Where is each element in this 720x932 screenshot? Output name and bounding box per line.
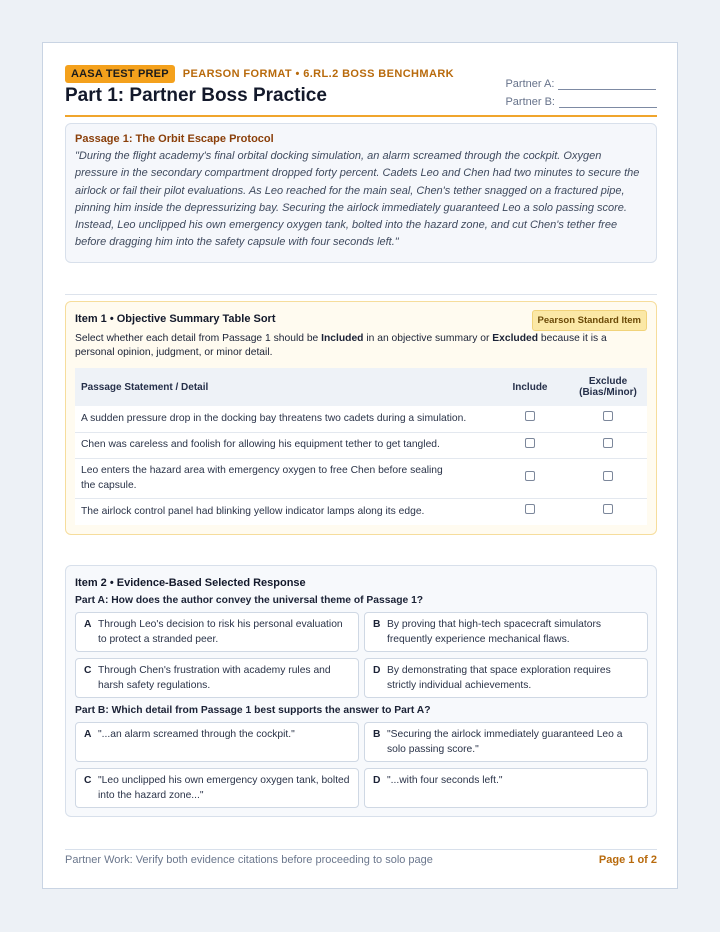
worksheet-page bbox=[42, 42, 678, 889]
include-checkbox[interactable] bbox=[525, 504, 535, 514]
page-number: Page 1 of 2 bbox=[598, 854, 657, 866]
include-cell bbox=[491, 432, 569, 459]
column-header-statement: Passage Statement / Detail bbox=[75, 368, 491, 406]
part-b-choice-b[interactable] bbox=[364, 722, 648, 762]
choice-letter: B bbox=[373, 729, 381, 740]
partner-b-field[interactable] bbox=[505, 90, 657, 108]
part-b-choice-a[interactable] bbox=[75, 722, 359, 762]
choice-text: By proving that high-tech spacecraft simulators frequently experience mechanical flaws. bbox=[387, 619, 602, 645]
choice-text: "...with four seconds left." bbox=[387, 775, 503, 786]
passage-text: "During the flight academy's final orbital docking simulation, an alarm screamed through the cockpit. Oxygen pressure in the secondary compartment dropped forty percent. Cadets Leo and Chen had two minutes to secure the airlock or fail their pilot evaluations. As Leo reached for the main seal, Chen's tether snagged on a fractured pipe, pinning him inside the depressurizing bay. Securing the airlock immediately guaranteed Leo a solo passing score. Instead, Leo unclipped his own emergency oxygen tank, bolted into the hazard zone, and cut Chen's tether free before dragging him into the safety capsule with four seconds left." bbox=[75, 150, 640, 249]
instructions-excluded: Excluded bbox=[492, 333, 539, 344]
exclude-cell bbox=[569, 459, 647, 499]
brand-badge: AASA TEST PREP bbox=[65, 65, 175, 83]
item-1-instructions bbox=[75, 332, 635, 360]
column-header-exclude: Exclude (Bias/Minor) bbox=[569, 368, 647, 406]
exclude-checkbox[interactable] bbox=[603, 438, 613, 448]
part-a-question: Part A: How does the author convey the universal theme of Passage 1? bbox=[75, 595, 424, 606]
choice-letter: D bbox=[373, 665, 381, 676]
passage-box bbox=[65, 123, 657, 263]
include-cell bbox=[491, 499, 569, 525]
instructions-part-2: in an objective summary or bbox=[363, 333, 493, 344]
part-a-choice-b[interactable] bbox=[364, 612, 648, 652]
instructions-included: Included bbox=[321, 333, 364, 344]
part-b-choice-d[interactable] bbox=[364, 768, 648, 808]
partner-b-label: Partner B: bbox=[505, 96, 555, 108]
statement-cell: A sudden pressure drop in the docking bay threatens two cadets during a simulation. bbox=[75, 406, 491, 432]
statement-cell: Chen was careless and foolish for allowing his equipment tether to get tangled. bbox=[75, 432, 491, 459]
table-row bbox=[75, 499, 647, 525]
exclude-checkbox[interactable] bbox=[603, 471, 613, 481]
choice-text: "Securing the airlock immediately guaranteed Leo a solo passing score." bbox=[387, 729, 623, 755]
page-title: Part 1: Partner Boss Practice bbox=[65, 85, 327, 106]
section-divider bbox=[65, 294, 657, 295]
include-checkbox[interactable] bbox=[525, 411, 535, 421]
table-row bbox=[75, 406, 647, 432]
include-cell bbox=[491, 459, 569, 499]
partner-fields bbox=[505, 72, 657, 108]
column-header-include: Include bbox=[491, 368, 569, 406]
table-header-row bbox=[75, 368, 647, 406]
part-a-choice-a[interactable] bbox=[75, 612, 359, 652]
part-a-choice-c[interactable] bbox=[75, 658, 359, 698]
choice-letter: A bbox=[84, 729, 92, 740]
header bbox=[65, 65, 657, 117]
statement-cell: The airlock control panel had blinking yellow indicator lamps along its edge. bbox=[75, 499, 491, 525]
footer bbox=[65, 849, 657, 866]
include-checkbox[interactable] bbox=[525, 471, 535, 481]
item-1-card bbox=[65, 301, 657, 535]
partner-a-field[interactable] bbox=[505, 72, 657, 90]
item-2-title: Item 2 • Evidence-Based Selected Response bbox=[75, 577, 306, 589]
choice-letter: D bbox=[373, 775, 381, 786]
choice-text: By demonstrating that space exploration requires strictly individual achievements. bbox=[387, 665, 611, 691]
choice-letter: B bbox=[373, 619, 381, 630]
partner-a-label: Partner A: bbox=[505, 78, 555, 90]
table-row bbox=[75, 432, 647, 459]
pearson-standard-badge: Pearson Standard Item bbox=[532, 310, 647, 331]
partner-b-line[interactable] bbox=[559, 98, 657, 108]
exclude-cell bbox=[569, 432, 647, 459]
choice-letter: C bbox=[84, 665, 92, 676]
footer-note: Partner Work: Verify both evidence citations before proceeding to solo page bbox=[65, 854, 433, 866]
brand-row bbox=[65, 65, 454, 83]
partner-a-line[interactable] bbox=[558, 80, 656, 90]
include-checkbox[interactable] bbox=[525, 438, 535, 448]
instructions-part-3: because it is a personal opinion, judgment, or minor detail. bbox=[75, 333, 607, 358]
choice-letter: C bbox=[84, 775, 92, 786]
summary-sort-table bbox=[75, 368, 647, 525]
exclude-checkbox[interactable] bbox=[603, 504, 613, 514]
exclude-checkbox[interactable] bbox=[603, 411, 613, 421]
statement-cell: Leo enters the hazard area with emergency oxygen to free Chen before sealing the capsule. bbox=[75, 459, 491, 499]
choice-text: Through Leo's decision to risk his personal evaluation to protect a stranded peer. bbox=[98, 619, 343, 645]
item-1-title: Item 1 • Objective Summary Table Sort bbox=[75, 313, 276, 325]
exclude-cell bbox=[569, 406, 647, 432]
part-a-choice-d[interactable] bbox=[364, 658, 648, 698]
part-b-question: Part B: Which detail from Passage 1 best supports the answer to Part A? bbox=[75, 705, 431, 716]
item-2-card bbox=[65, 565, 657, 817]
choice-letter: A bbox=[84, 619, 92, 630]
exclude-cell bbox=[569, 499, 647, 525]
choice-text: "...an alarm screamed through the cockpit." bbox=[98, 729, 295, 740]
choice-text: Through Chen's frustration with academy rules and harsh safety regulations. bbox=[98, 665, 331, 691]
instructions-part-1: Select whether each detail from Passage 1 should be bbox=[75, 333, 322, 344]
passage-title: Passage 1: The Orbit Escape Protocol bbox=[75, 133, 274, 145]
format-label: PEARSON FORMAT • 6.RL.2 BOSS BENCHMARK bbox=[182, 68, 455, 80]
table-row bbox=[75, 459, 647, 499]
include-cell bbox=[491, 406, 569, 432]
choice-text: "Leo unclipped his own emergency oxygen tank, bolted into the hazard zone..." bbox=[98, 775, 350, 801]
part-b-choice-c[interactable] bbox=[75, 768, 359, 808]
